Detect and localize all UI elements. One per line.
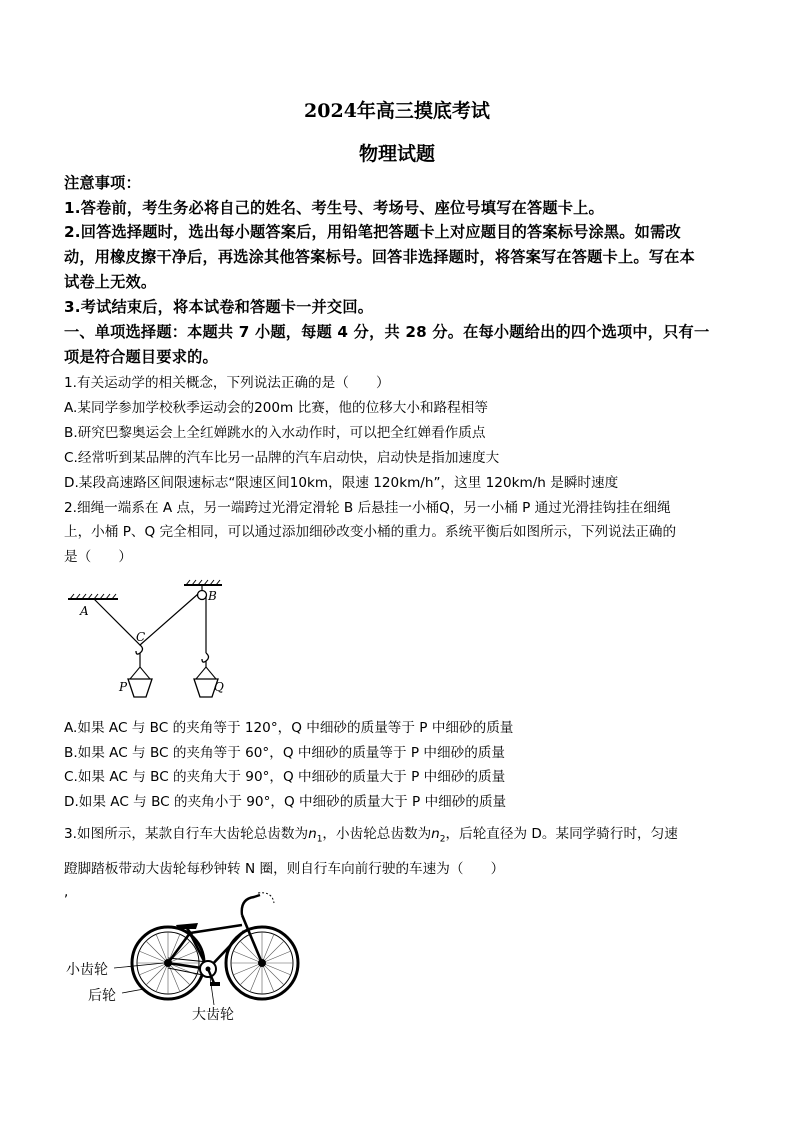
q2-option-a: A.如果 AC 与 BC 的夹角等于 120°，Q 中细砂的质量等于 P 中细砂的质量 — [64, 720, 514, 736]
q2-pulley-figure — [64, 575, 244, 705]
label-q: Q — [214, 680, 224, 694]
handlebar — [242, 895, 260, 915]
label-big-gear: 大齿轮 — [192, 1007, 234, 1023]
label-b: B — [208, 589, 217, 603]
q3-stem-line-1 — [64, 824, 734, 850]
rope-acb — [94, 594, 198, 645]
q2-option-d: D.如果 AC 与 BC 的夹角小于 90°，Q 中细砂的质量大于 P 中细砂的质量 — [64, 794, 507, 810]
q3-var-n1-sub: 1 — [316, 834, 323, 845]
hook-p — [136, 645, 143, 654]
q2-stem-line-3: 是（ ） — [64, 549, 132, 565]
hook-q — [202, 653, 209, 662]
stray-mark: , — [64, 884, 69, 900]
pulley-b — [198, 591, 207, 600]
notice-line-4: 试卷上无效。 — [64, 273, 157, 291]
q1-option-b: B.研究巴黎奥运会上全红婵跳水的入水动作时，可以把全红婵看作质点 — [64, 425, 486, 441]
notice-heading: 注意事项： — [64, 174, 141, 192]
handlebar-grip — [258, 893, 274, 903]
q2-option-b: B.如果 AC 与 BC 的夹角等于 60°，Q 中细砂的质量等于 P 中细砂的质量 — [64, 745, 505, 761]
seat — [176, 923, 198, 929]
label-a: A — [80, 604, 89, 618]
label-c: C — [136, 630, 146, 644]
q2-option-c: C.如果 AC 与 BC 的夹角大于 90°，Q 中细砂的质量大于 P 中细砂的质量 — [64, 769, 506, 785]
q3-var-n1: n — [308, 826, 317, 842]
q2-stem-line-2: 上，小桶 P、Q 完全相同，可以通过添加细砂改变小桶的重力。系统平衡后如图所示，下列说法正确的 — [64, 524, 677, 540]
notice-line-2: 2.回答选择题时，选出每小题答案后，用铅笔把答题卡上对应题目的答案标号涂黑。如需改 — [64, 223, 681, 241]
bucket-p — [128, 667, 152, 697]
section-heading-line-2: 项是符合题目要求的。 — [64, 348, 218, 366]
q1-option-d: D.某段高速路区间限速标志“限速区间10km，限速 120km/h”，这里 120km/h 是瞬时速度 — [64, 475, 619, 491]
q3-var-n2: n — [431, 826, 440, 842]
q2-stem-line-1: 2.细绳一端系在 A 点，另一端跨过光滑定滑轮 B 后悬挂一小桶Q，另一小桶 P 通过光滑挂钩挂在细绳 — [64, 500, 671, 516]
section-heading-line-1: 一、单项选择题：本题共 7 小题，每题 4 分，共 28 分。在每小题给出的四个选项中，只有一 — [64, 323, 710, 341]
q3-bicycle-figure — [64, 885, 304, 1023]
notice-line-1: 1.答卷前，考生务必将自己的姓名、考生号、考场号、座位号填写在答题卡上。 — [64, 199, 604, 217]
q3-stem-part-3: ，后轮直径为 D。某同学骑行时，匀速 — [445, 826, 678, 842]
bike-frame — [168, 915, 262, 969]
ceiling-a — [68, 594, 118, 599]
notice-line-3: 动，用橡皮擦干净后，再选涂其他答案标号。回答非选择题时，将答案写在答题卡上。写在本 — [64, 248, 695, 266]
label-p: P — [119, 680, 128, 694]
q3-var-n2-sub: 2 — [439, 834, 446, 845]
q3-stem-line-2: 蹬脚踏板带动大齿轮每秒钟转 N 圈，则自行车向前行驶的车速为（ ） — [64, 861, 505, 877]
label-rear-wheel: 后轮 — [88, 988, 116, 1004]
label-small-gear: 小齿轮 — [66, 962, 108, 978]
notice-line-5: 3.考试结束后，将本试卷和答题卡一并交回。 — [64, 298, 374, 316]
q3-stem-part-1: 3.如图所示，某款自行车大齿轮总齿数为 — [64, 826, 309, 842]
q1-option-c: C.经常听到某品牌的汽车比另一品牌的汽车启动快，启动快是指加速度大 — [64, 450, 500, 466]
exam-title: 2024年高三摸底考试 — [304, 100, 490, 122]
q1-option-a: A.某同学参加学校秋季运动会的200m 比赛，他的位移大小和路程相等 — [64, 400, 488, 416]
q1-stem: 1.有关运动学的相关概念，下列说法正确的是（ ） — [64, 375, 390, 391]
q3-stem-part-2: ，小齿轮总齿数为 — [322, 826, 432, 842]
subject-title: 物理试题 — [358, 143, 435, 165]
